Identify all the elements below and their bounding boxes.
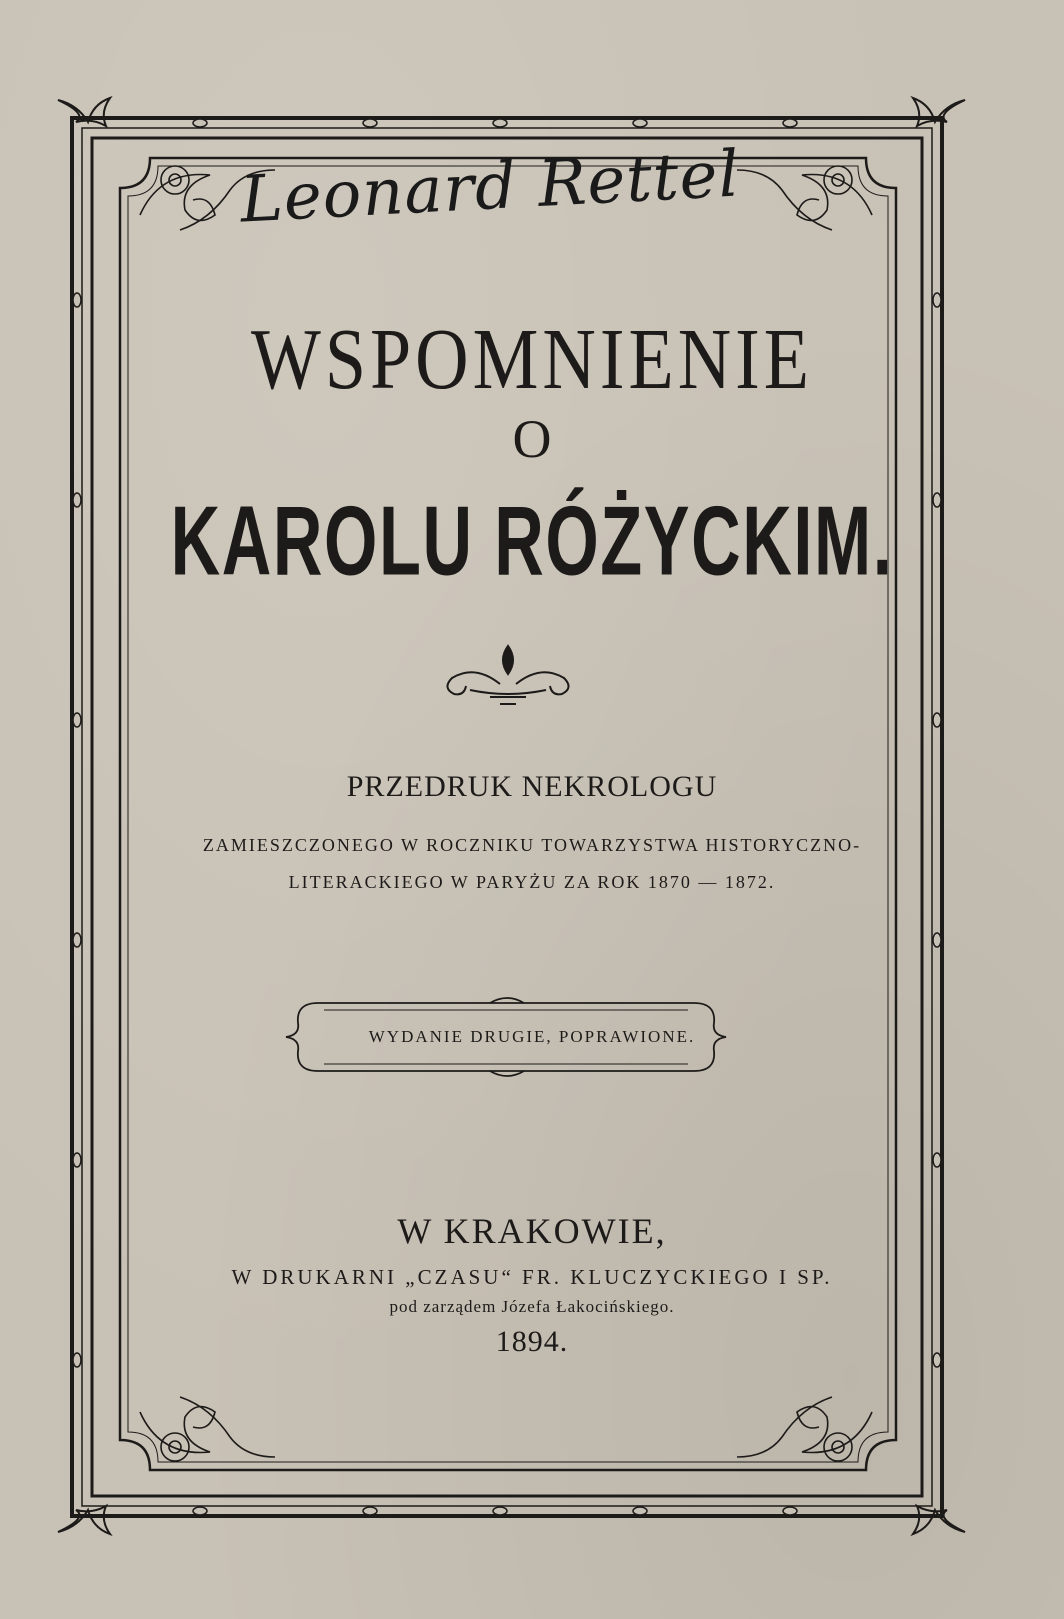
- imprint-press: W DRUKARNI „CZASU“ FR. KLUCZYCKIEGO I SP.: [231, 1265, 833, 1289]
- handwritten-signature: Leonard Rettel: [238, 137, 742, 238]
- fleuron-icon: [447, 646, 568, 704]
- subtitle-line-1: PRZEDRUK NEKROLOGU: [346, 770, 718, 803]
- imprint-year: 1894.: [495, 1325, 569, 1358]
- imprint-management: pod zarządem Józefa Łakocińskiego.: [389, 1297, 675, 1316]
- edition-label: WYDANIE DRUGIE, POPRAWIONE.: [368, 1027, 696, 1046]
- title-line-2: O: [512, 409, 552, 469]
- imprint-city: W KRAKOWIE,: [397, 1211, 667, 1251]
- subtitle-line-3: LITERACKIEGO W PARYŻU ZA ROK 1870 — 1872.: [288, 872, 776, 892]
- subtitle-line-2: ZAMIESZCZONEGO W ROCZNIKU TOWARZYSTWA HISTORYCZNO-: [202, 835, 862, 855]
- title-line-1: WSPOMNIENIE: [251, 311, 813, 409]
- title-line-3: KAROLU RÓŻYCKIM.: [170, 485, 894, 596]
